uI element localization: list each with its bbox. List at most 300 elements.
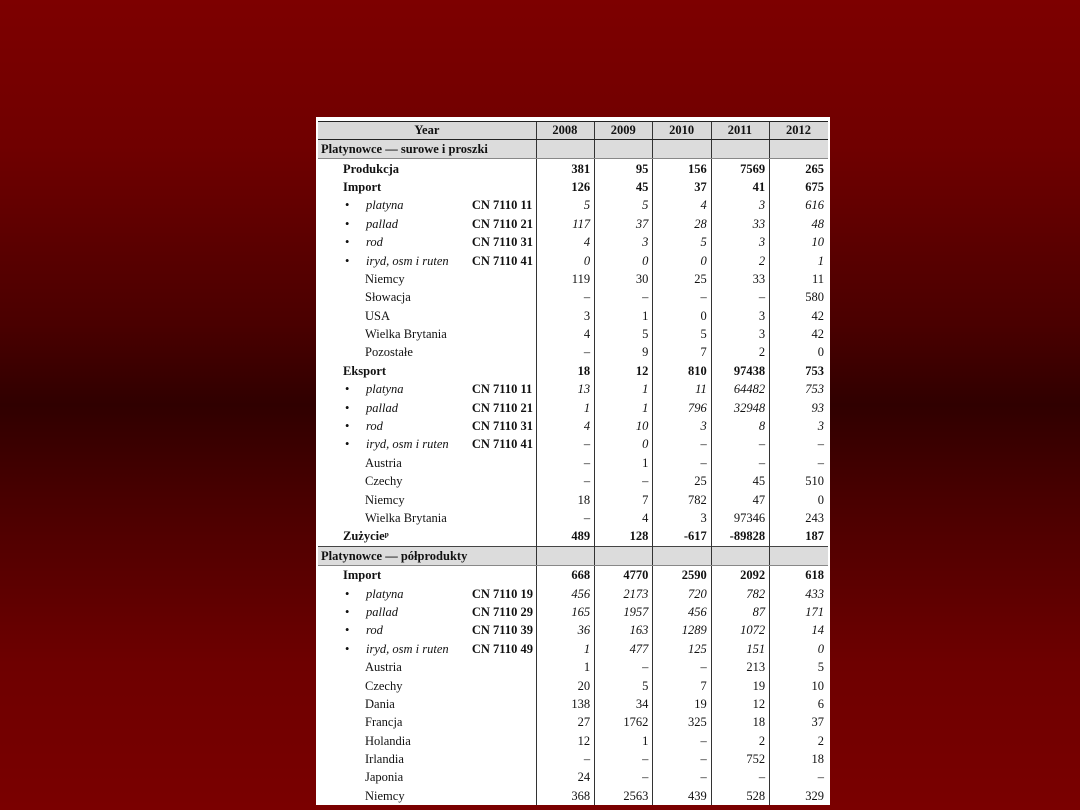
value-cell: 0: [595, 435, 653, 453]
subtotal-row: [318, 159, 828, 178]
value-cell: 12: [536, 732, 594, 750]
value-cell: 18: [536, 362, 594, 380]
row-label: platyna: [366, 586, 404, 601]
cn-code: CN 7110 11: [471, 198, 533, 213]
value-cell: 3: [711, 196, 769, 214]
value-cell: 32948: [711, 398, 769, 416]
value-cell: -617: [653, 527, 711, 546]
value-cell: 24: [536, 768, 594, 786]
country-row: [318, 307, 828, 325]
value-cell: 510: [770, 472, 828, 490]
value-cell: 119: [536, 270, 594, 288]
bullet-icon: •: [345, 586, 350, 601]
row-label: Dania: [365, 696, 395, 711]
cn-code: [469, 288, 536, 306]
section-title: Platynowce — półprodukty: [318, 546, 536, 565]
value-cell: 45: [711, 472, 769, 490]
country-row: [318, 343, 828, 361]
value-cell: 1: [595, 307, 653, 325]
year-2008-header: 2008: [536, 122, 594, 140]
cn-code: [469, 490, 536, 508]
value-cell: 782: [653, 490, 711, 508]
bullet-icon: •: [345, 216, 350, 231]
country-row: [318, 490, 828, 508]
row-label: pallad: [366, 400, 398, 415]
cn-code: [469, 527, 536, 546]
empty-cell: [653, 546, 711, 565]
value-cell: 668: [536, 565, 594, 584]
cn-code: [469, 178, 536, 196]
value-cell: 97438: [711, 362, 769, 380]
value-cell: 30: [595, 270, 653, 288]
country-row: [318, 768, 828, 786]
value-cell: –: [595, 750, 653, 768]
cn-code: CN 7110 49: [471, 641, 533, 656]
value-cell: 528: [711, 787, 769, 805]
value-cell: 6: [770, 695, 828, 713]
item-row: [318, 584, 828, 602]
value-cell: 2: [711, 732, 769, 750]
row-label: rod: [366, 235, 383, 250]
value-cell: 8: [711, 417, 769, 435]
value-cell: 25: [653, 472, 711, 490]
year-2012-header: 2012: [770, 122, 828, 140]
row-label-cell: [318, 621, 469, 639]
value-cell: –: [653, 288, 711, 306]
value-cell: –: [711, 454, 769, 472]
value-cell: 456: [536, 584, 594, 602]
subtotal-row: [318, 527, 828, 546]
item-row: [318, 251, 828, 269]
value-cell: 2: [770, 732, 828, 750]
value-cell: 265: [770, 159, 828, 178]
value-cell: 117: [536, 215, 594, 233]
section-row: [318, 140, 828, 159]
row-label-cell: [318, 435, 469, 453]
value-cell: 33: [711, 270, 769, 288]
value-cell: 125: [653, 640, 711, 658]
row-label: Import: [343, 179, 382, 194]
subtotal-row: [318, 178, 828, 196]
row-label: Niemcy: [365, 788, 405, 803]
value-cell: 41: [711, 178, 769, 196]
cn-code: [469, 509, 536, 527]
year-2011-header: 2011: [711, 122, 769, 140]
bullet-icon: •: [345, 419, 350, 434]
value-cell: 4: [536, 233, 594, 251]
row-label: Czechy: [365, 678, 403, 693]
cn-code: [469, 270, 536, 288]
value-cell: 2: [711, 343, 769, 361]
row-label-cell: [318, 640, 469, 658]
country-row: [318, 288, 828, 306]
value-cell: 1: [536, 640, 594, 658]
item-row: [318, 621, 828, 639]
value-cell: 48: [770, 215, 828, 233]
row-label: platyna: [366, 382, 404, 397]
row-label: Niemcy: [365, 271, 405, 286]
value-cell: 3: [653, 417, 711, 435]
value-cell: 456: [653, 603, 711, 621]
row-label-cell: [318, 417, 469, 435]
row-label: platyna: [366, 198, 404, 213]
value-cell: 752: [711, 750, 769, 768]
value-cell: 14: [770, 621, 828, 639]
table-body: [318, 140, 828, 806]
value-cell: –: [770, 435, 828, 453]
subtotal-row: [318, 565, 828, 584]
value-cell: 2563: [595, 787, 653, 805]
row-label: USA: [365, 308, 391, 323]
value-cell: 616: [770, 196, 828, 214]
value-cell: 19: [711, 676, 769, 694]
value-cell: 10: [770, 676, 828, 694]
value-cell: 28: [653, 215, 711, 233]
value-cell: 165: [536, 603, 594, 621]
row-label-cell: [318, 196, 469, 214]
value-cell: 3: [653, 509, 711, 527]
bullet-icon: •: [345, 623, 350, 638]
value-cell: 0: [653, 307, 711, 325]
value-cell: 5: [653, 325, 711, 343]
value-cell: 0: [770, 490, 828, 508]
empty-cell: [536, 546, 594, 565]
country-row: [318, 509, 828, 527]
value-cell: 27: [536, 713, 594, 731]
value-cell: –: [536, 454, 594, 472]
country-row: [318, 472, 828, 490]
value-cell: –: [536, 435, 594, 453]
row-label: Francja: [365, 715, 403, 730]
empty-cell: [711, 546, 769, 565]
value-cell: 1072: [711, 621, 769, 639]
value-cell: 325: [653, 713, 711, 731]
cn-code: [469, 713, 536, 731]
value-cell: 618: [770, 565, 828, 584]
value-cell: 0: [595, 251, 653, 269]
cn-code: [469, 343, 536, 361]
value-cell: 18: [711, 713, 769, 731]
cn-code: CN 7110 29: [471, 604, 533, 619]
row-label: rod: [366, 419, 383, 434]
value-cell: 1: [595, 732, 653, 750]
row-label: iryd, osm i ruten: [366, 253, 449, 268]
country-row: [318, 787, 828, 805]
data-table-panel: [316, 117, 830, 805]
value-cell: –: [711, 288, 769, 306]
cn-code: [469, 325, 536, 343]
value-cell: 433: [770, 584, 828, 602]
empty-cell: [595, 140, 653, 159]
value-cell: 5: [595, 196, 653, 214]
value-cell: 11: [653, 380, 711, 398]
cn-code: CN 7110 11: [471, 382, 533, 397]
value-cell: 3: [770, 417, 828, 435]
value-cell: 0: [770, 343, 828, 361]
value-cell: 37: [595, 215, 653, 233]
value-cell: 810: [653, 362, 711, 380]
row-label: Eksport: [343, 363, 387, 378]
value-cell: -89828: [711, 527, 769, 546]
value-cell: 10: [595, 417, 653, 435]
empty-cell: [536, 140, 594, 159]
value-cell: 5: [653, 233, 711, 251]
value-cell: 1: [595, 398, 653, 416]
value-cell: 4770: [595, 565, 653, 584]
value-cell: 243: [770, 509, 828, 527]
cn-code: [469, 362, 536, 380]
value-cell: –: [653, 768, 711, 786]
bullet-icon: •: [345, 253, 350, 268]
value-cell: 1: [595, 454, 653, 472]
row-label-cell: [318, 603, 469, 621]
row-label: Produkcja: [343, 161, 400, 176]
value-cell: 37: [653, 178, 711, 196]
value-cell: 18: [770, 750, 828, 768]
cn-code: CN 7110 39: [471, 623, 533, 638]
value-cell: 19: [653, 695, 711, 713]
value-cell: 1: [770, 251, 828, 269]
country-row: [318, 676, 828, 694]
value-cell: 47: [711, 490, 769, 508]
value-cell: 213: [711, 658, 769, 676]
value-cell: 64482: [711, 380, 769, 398]
value-cell: –: [595, 288, 653, 306]
item-row: [318, 398, 828, 416]
value-cell: 5: [536, 196, 594, 214]
value-cell: 1: [595, 380, 653, 398]
year-header: Year: [318, 122, 536, 140]
value-cell: –: [653, 658, 711, 676]
value-cell: –: [595, 658, 653, 676]
country-row: [318, 325, 828, 343]
cn-code: CN 7110 21: [471, 400, 533, 415]
value-cell: 87: [711, 603, 769, 621]
row-label: Irlandia: [365, 752, 404, 767]
value-cell: 4: [536, 417, 594, 435]
value-cell: –: [595, 472, 653, 490]
value-cell: 42: [770, 307, 828, 325]
country-row: [318, 658, 828, 676]
value-cell: 34: [595, 695, 653, 713]
subtotal-row: [318, 362, 828, 380]
cn-code: CN 7110 19: [471, 586, 533, 601]
value-cell: 489: [536, 527, 594, 546]
value-cell: 329: [770, 787, 828, 805]
value-cell: 439: [653, 787, 711, 805]
item-row: [318, 640, 828, 658]
value-cell: 720: [653, 584, 711, 602]
value-cell: 0: [536, 251, 594, 269]
value-cell: 97346: [711, 509, 769, 527]
value-cell: 187: [770, 527, 828, 546]
row-label: Holandia: [365, 733, 411, 748]
value-cell: 37: [770, 713, 828, 731]
value-cell: –: [536, 509, 594, 527]
value-cell: –: [536, 472, 594, 490]
value-cell: 3: [595, 233, 653, 251]
country-row: [318, 750, 828, 768]
section-title: Platynowce — surowe i proszki: [318, 140, 536, 159]
row-label-cell: [318, 584, 469, 602]
item-row: [318, 380, 828, 398]
value-cell: 7: [653, 676, 711, 694]
row-label: Import: [343, 568, 382, 583]
value-cell: 25: [653, 270, 711, 288]
row-label-cell: [318, 233, 469, 251]
value-cell: 3: [536, 307, 594, 325]
value-cell: 3: [711, 233, 769, 251]
bullet-icon: •: [345, 235, 350, 250]
value-cell: 2173: [595, 584, 653, 602]
country-row: [318, 732, 828, 750]
row-label-cell: [318, 398, 469, 416]
item-row: [318, 196, 828, 214]
value-cell: 782: [711, 584, 769, 602]
section-row: [318, 546, 828, 565]
empty-cell: [711, 140, 769, 159]
cn-code: [469, 695, 536, 713]
row-label: rod: [366, 623, 383, 638]
bullet-icon: •: [345, 400, 350, 415]
row-label: pallad: [366, 604, 398, 619]
value-cell: 5: [770, 658, 828, 676]
item-row: [318, 215, 828, 233]
value-cell: 13: [536, 380, 594, 398]
value-cell: 171: [770, 603, 828, 621]
bullet-icon: •: [345, 641, 350, 656]
row-label: iryd, osm i ruten: [366, 641, 449, 656]
bullet-icon: •: [345, 382, 350, 397]
country-row: [318, 270, 828, 288]
value-cell: 1957: [595, 603, 653, 621]
cn-code: [469, 472, 536, 490]
cn-code: CN 7110 41: [471, 437, 533, 452]
value-cell: 12: [711, 695, 769, 713]
value-cell: 9: [595, 343, 653, 361]
value-cell: 33: [711, 215, 769, 233]
empty-cell: [595, 546, 653, 565]
cn-code: [469, 750, 536, 768]
value-cell: 1289: [653, 621, 711, 639]
value-cell: 128: [595, 527, 653, 546]
empty-cell: [770, 546, 828, 565]
row-label: Austria: [365, 660, 402, 675]
cn-code: [469, 454, 536, 472]
value-cell: 753: [770, 380, 828, 398]
value-cell: 1: [536, 398, 594, 416]
row-label: Austria: [365, 455, 402, 470]
row-label: Pozostałe: [365, 345, 413, 360]
country-row: [318, 695, 828, 713]
empty-cell: [653, 140, 711, 159]
value-cell: 2590: [653, 565, 711, 584]
row-label-cell: [318, 251, 469, 269]
bullet-icon: •: [345, 198, 350, 213]
value-cell: –: [595, 768, 653, 786]
cn-code: [469, 307, 536, 325]
value-cell: 477: [595, 640, 653, 658]
value-cell: –: [711, 768, 769, 786]
value-cell: –: [711, 435, 769, 453]
country-row: [318, 454, 828, 472]
value-cell: 42: [770, 325, 828, 343]
value-cell: 753: [770, 362, 828, 380]
cn-code: CN 7110 21: [471, 216, 533, 231]
row-label: Niemcy: [365, 492, 405, 507]
value-cell: 4: [536, 325, 594, 343]
empty-cell: [770, 140, 828, 159]
value-cell: 163: [595, 621, 653, 639]
value-cell: 138: [536, 695, 594, 713]
value-cell: 796: [653, 398, 711, 416]
cn-code: [469, 159, 536, 178]
value-cell: –: [653, 750, 711, 768]
value-cell: 10: [770, 233, 828, 251]
value-cell: 0: [653, 251, 711, 269]
row-label-cell: [318, 380, 469, 398]
bullet-icon: •: [345, 604, 350, 619]
cn-code: CN 7110 31: [471, 235, 533, 250]
value-cell: –: [770, 768, 828, 786]
value-cell: 36: [536, 621, 594, 639]
value-cell: –: [653, 435, 711, 453]
value-cell: 5: [595, 676, 653, 694]
value-cell: 7569: [711, 159, 769, 178]
row-label: pallad: [366, 216, 398, 231]
value-cell: –: [536, 288, 594, 306]
value-cell: –: [536, 750, 594, 768]
value-cell: 2: [711, 251, 769, 269]
value-cell: –: [653, 732, 711, 750]
value-cell: 93: [770, 398, 828, 416]
row-label: Czechy: [365, 474, 403, 489]
row-label: Słowacja: [365, 290, 411, 305]
value-cell: –: [770, 454, 828, 472]
value-cell: 45: [595, 178, 653, 196]
value-cell: 11: [770, 270, 828, 288]
value-cell: 580: [770, 288, 828, 306]
value-cell: 18: [536, 490, 594, 508]
item-row: [318, 417, 828, 435]
row-label: Wielka Brytania: [365, 327, 447, 342]
value-cell: 4: [595, 509, 653, 527]
value-cell: 5: [595, 325, 653, 343]
value-cell: 7: [595, 490, 653, 508]
value-cell: –: [653, 454, 711, 472]
value-cell: 381: [536, 159, 594, 178]
item-row: [318, 233, 828, 251]
row-label: Japonia: [365, 770, 404, 785]
value-cell: 2092: [711, 565, 769, 584]
bullet-icon: •: [345, 437, 350, 452]
value-cell: 126: [536, 178, 594, 196]
value-cell: 156: [653, 159, 711, 178]
value-cell: 3: [711, 307, 769, 325]
value-cell: 12: [595, 362, 653, 380]
cn-code: CN 7110 31: [471, 419, 533, 434]
row-label: Wielka Brytania: [365, 511, 447, 525]
cn-code: [469, 787, 536, 805]
row-label: iryd, osm i ruten: [366, 437, 449, 452]
value-cell: 3: [711, 325, 769, 343]
year-2010-header: 2010: [653, 122, 711, 140]
value-cell: 7: [653, 343, 711, 361]
header-row: [318, 122, 828, 140]
row-label: Zużycieᵖ: [343, 529, 389, 544]
platinum-group-metals-table: [318, 121, 828, 805]
value-cell: 151: [711, 640, 769, 658]
